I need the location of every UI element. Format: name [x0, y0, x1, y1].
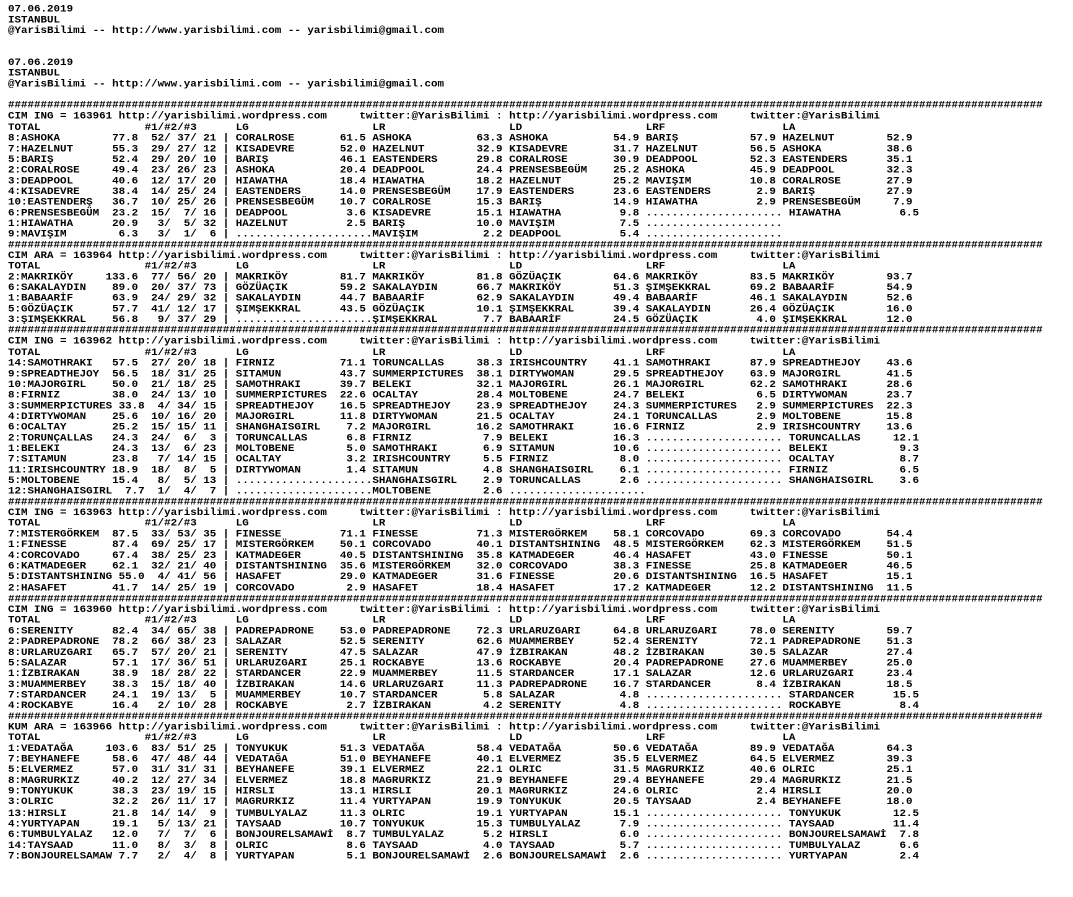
report-line: ############################################################################################################################################################### — [8, 325, 1043, 337]
report-line: @YarisBilimi -- http://www.yarisbilimi.com -- yarisbilimi@gmail.com — [8, 78, 444, 91]
report-line: 1:BELEKI 24.3 13/ 6/ 23 | MOLTOBENE 5.0 SAMOTHRAKI 6.9 SITAMUN 10.6 ..................... BELEKI 9.3 — [8, 443, 920, 455]
report-line: TOTAL #1/#2/#3 LG LR LD LRF LA — [8, 121, 796, 134]
report-line: 1:FINESSE 87.4 69/ 25/ 17 | MISTERGÖRKEM 50.1 CORCOVADO 40.1 DISTANTSHINING 48.5 MISTERGÖRKEM 62.3 MISTERGÖRKEM 51.5 — [8, 539, 913, 552]
report-line: 6:PRENSESBEGÜM 23.2 15/ 7/ 16 | DEADPOOL 3.6 KISADEVRE 15.1 HIAWATHA 9.8 ..................... HIAWATHA 6.5 — [8, 207, 920, 220]
report-line: CIM ING = 163960 http://yarisbilimi.wordpress.com twitter:@YarisBilimi : http://yarisbilimi.wordpress.com twitter:@YarisBilimi — [8, 603, 880, 616]
report-line: 1:HIAWATHA 20.9 3/ 5/ 32 | HAZELNUT 2.5 BARIŞ 10.0 MAVIŞIM 7.5 ..................... — [8, 218, 783, 230]
report-line: 9:SPREADTHEJOY 56.5 18/ 31/ 25 | SITAMUN 43.7 SUMMERPICTURES 38.1 DIRTYWOMAN 29.5 SPREADTHEJOY 63.9 MAJORGIRL 41.5 — [8, 368, 913, 380]
report-line: ############################################################################################################################################################### — [8, 100, 1043, 112]
report-line: ############################################################################################################################################################### — [8, 239, 1043, 252]
report-line: ISTANBUL — [8, 14, 61, 27]
report-line: 8:MAGRURKIZ 40.2 12/ 27/ 34 | ELVERMEZ 18.8 MAGRURKIZ 21.9 BEYHANEFE 29.4 BEYHANEFE 29.4 MAGRURKIZ 21.5 — [8, 775, 913, 788]
report-line: 10:MAJORGIRL 50.0 21/ 18/ 25 | SAMOTHRAKI 39.7 BELEKI 32.1 MAJORGIRL 26.1 MAJORGIRL 62.2 SAMOTHRAKI 28.6 — [8, 378, 913, 391]
report-line: 3:SUMMERPICTURES 33.8 4/ 34/ 15 | SPREADTHEJOY 16.5 SPREADTHEJOY 23.9 SPREADTHEJOY 24.3 SUMMERPICTURES 2.9 SUMMERPICTURES 22.3 — [8, 400, 913, 412]
report-line: ############################################################################################################################################################### — [8, 496, 1043, 509]
report-line: 6:OCALTAY 25.2 15/ 15/ 11 | SHANGHAISGIRL 7.2 MAJORGIRL 16.2 SAMOTHRAKI 16.6 FIRNIZ 2.9 IRISHCOUNTRY 13.6 — [8, 421, 913, 434]
report-line: 14:SAMOTHRAKI 57.5 27/ 20/ 18 | FIRNIZ 71.1 TORUNCALLAS 38.3 IRISHCOUNTRY 41.1 SAMOTHRAKI 87.9 SPREADTHEJOY 43.6 — [8, 357, 913, 370]
report-line: 6:SERENITY 82.4 34/ 65/ 38 | PADREPADRONE 53.0 PADREPADRONE 72.3 URLARUZGARI 64.8 URLARUZGARI 78.0 SERENITY 59.7 — [8, 625, 913, 638]
report-line: 6:SAKALAYDIN 89.0 20/ 37/ 73 | GÖZÜAÇIK 59.2 SAKALAYDIN 66.7 MAKRIKÖY 51.3 ŞIMŞEKKRAL 69.2 BABAARİF 54.9 — [8, 282, 913, 295]
report-line: CIM ING = 163961 http://yarisbilimi.wordpress.com twitter:@YarisBilimi : http://yarisbilimi.wordpress.com twitter:@YarisBilimi — [8, 111, 880, 123]
report-line: CIM ING = 163962 http://yarisbilimi.wordpress.com twitter:@YarisBilimi : http://yarisbilimi.wordpress.com twitter:@YarisBilimi — [8, 336, 880, 348]
report-line: TOTAL #1/#2/#3 LG LR LD LRF LA — [8, 261, 796, 273]
report-line: 7:MISTERGÖRKEM 87.5 33/ 53/ 35 | FINESSE 71.1 FINESSE 71.3 MISTERGÖRKEM 58.1 CORCOVADO 69.3 CORCOVADO 54.4 — [8, 528, 913, 541]
report-line: 7:SITAMUN 23.8 7/ 14/ 15 | OCALTAY 3.2 IRISHCOUNTRY 5.5 FIRNIZ 8.0 ..................... OCALTAY 8.7 — [8, 453, 920, 466]
report-line: 6:KATMADEGER 62.1 32/ 21/ 40 | DISTANTSHINING 35.6 MISTERGÖRKEM 32.0 CORCOVADO 38.3 FINESSE 25.8 KATMADEGER 46.5 — [8, 561, 913, 573]
report-line: 13:HIRSLI 21.8 14/ 14/ 9 | TUMBULYALAZ 11.3 OLRIC 19.1 YURTYAPAN 15.1 ..................... TONYUKUK 12.5 — [8, 807, 920, 820]
report-line: 7:STARDANCER 24.1 19/ 13/ 5 | MUAMMERBEY 10.7 STARDANCER 5.8 SALAZAR 4.8 ..................... STARDANCER 15.5 — [8, 689, 920, 702]
report-line: 5:SALAZAR 57.1 17/ 36/ 51 | URLARUZGARI 25.1 ROCKABYE 13.6 ROCKABYE 20.4 PADREPADRONE 27.6 MUAMMERBEY 25.0 — [8, 657, 913, 670]
report-line: 12:SHANGHAISGIRL 7.7 1/ 4/ 7 | .....................MOLTOBENE 2.6 ..................... — [8, 486, 646, 498]
report-line: 4:YURTYAPAN 19.1 5/ 13/ 21 | TAYSAAD 10.7 TONYUKUK 15.3 TUMBULYALAZ 7.9 ..................... TAYSAAD 11.4 — [8, 818, 920, 830]
report-line: 7:HAZELNUT 55.3 29/ 27/ 12 | KISADEVRE 52.0 HAZELNUT 32.9 KISADEVRE 31.7 HAZELNUT 56.5 ASHOKA 38.6 — [8, 143, 913, 155]
report-line: 9:TONYUKUK 38.3 23/ 19/ 15 | HIRSLI 13.1 HIRSLI 20.1 MAGRURKIZ 24.6 OLRIC 2.4 HIRSLI 20.0 — [8, 786, 913, 798]
report-line: 5:DISTANTSHINING 55.0 4/ 41/ 56 | HASAFET 29.0 KATMADEGER 31.6 FINESSE 20.6 DISTANTSHINING 16.5 HASAFET 15.1 — [8, 571, 913, 584]
report-line: TOTAL #1/#2/#3 LG LR LD LRF LA — [8, 732, 796, 745]
report-line: 4:ROCKABYE 16.4 2/ 10/ 28 | ROCKABYE 2.7 İZBIRAKAN 4.2 SERENITY 4.8 ..................... ROCKABYE 8.4 — [8, 700, 920, 713]
report-line: TOTAL #1/#2/#3 LG LR LD LRF LA — [8, 518, 796, 530]
report-line: 1:BABAARİF 63.9 24/ 29/ 32 | SAKALAYDIN 44.7 BABAARİF 62.9 SAKALAYDIN 49.4 BABAARİF 46.1 SAKALAYDIN 52.6 — [8, 293, 913, 305]
report-line: ISTANBUL — [8, 68, 61, 80]
report-line: CIM ING = 163963 http://yarisbilimi.wordpress.com twitter:@YarisBilimi : http://yarisbilimi.wordpress.com twitter:@YarisBilimi — [8, 507, 880, 520]
report-line: 5:BARIŞ 52.4 29/ 20/ 10 | BARIŞ 46.1 EASTENDERS 29.8 CORALROSE 30.9 DEADPOOL 52.3 EASTENDERS 35.1 — [8, 153, 913, 166]
report-line: 8:FIRNIZ 38.0 24/ 13/ 10 | SUMMERPICTURES 22.6 OCALTAY 28.4 MOLTOBENE 24.7 BELEKI 6.5 DIRTYWOMAN 23.7 — [8, 389, 913, 402]
report-line: 5:ELVERMEZ 57.0 31/ 31/ 31 | BEYHANEFE 39.1 ELVERMEZ 22.1 OLRIC 31.5 MAGRURKIZ 40.6 OLRIC 25.1 — [8, 764, 913, 777]
report-line: @YarisBilimi -- http://www.yarisbilimi.com -- yarisbilimi@gmail.com — [8, 25, 444, 37]
report-line: 4:DIRTYWOMAN 25.6 10/ 16/ 20 | MAJORGIRL 11.8 DIRTYWOMAN 21.5 OCALTAY 24.1 TORUNCALLAS 2.9 MOLTOBENE 15.8 — [8, 411, 913, 423]
report-line: 2:HASAFET 41.7 14/ 25/ 19 | CORCOVADO 2.9 HASAFET 18.4 HASAFET 17.2 KATMADEGER 12.2 DISTANTSHINING 11.5 — [8, 582, 913, 595]
report-line: 2:PADREPADRONE 78.2 66/ 38/ 23 | SALAZAR 52.5 SERENITY 62.6 MUAMMERBEY 52.4 SERENITY 72.1 PADREPADRONE 51.3 — [8, 636, 913, 648]
report-line: 7:BEYHANEFE 58.6 47/ 48/ 44 | VEDATAĞA 51.0 BEYHANEFE 40.1 ELVERMEZ 35.5 ELVERMEZ 64.5 ELVERMEZ 39.3 — [8, 753, 913, 766]
report-line: TOTAL #1/#2/#3 LG LR LD LRF LA — [8, 346, 796, 359]
report-line: 4:CORCOVADO 67.4 38/ 25/ 23 | KATMADEGER 40.5 DISTANTSHINING 35.8 KATMADEGER 46.4 HASAFET 43.0 FINESSE 50.1 — [8, 550, 913, 563]
report-line: TOTAL #1/#2/#3 LG LR LD LRF LA — [8, 614, 796, 627]
report-line: 8:URLARUZGARI 65.7 57/ 20/ 21 | SERENITY 47.5 SALAZAR 47.9 İZBIRAKAN 48.2 İZBIRAKAN 30.5 SALAZAR 27.4 — [8, 646, 913, 659]
report-line: 3:DEADPOOL 40.6 12/ 17/ 20 | HIAWATHA 18.4 HIAWATHA 18.2 HAZELNUT 25.2 MAVIŞIM 10.8 CORALROSE 27.9 — [8, 175, 913, 187]
report-line: 6:TUMBULYALAZ 12.0 7/ 7/ 6 | BONJOURELSAMAWİ 8.7 TUMBULYALAZ 5.2 HIRSLI 6.0 ..................... BONJOURELSAMAWİ 7.8 — [8, 828, 920, 841]
report-line: 1:VEDATAĞA 103.6 83/ 51/ 25 | TONYUKUK 51.3 VEDATAĞA 58.4 VEDATAĞA 50.6 VEDATAĞA 89.9 VEDATAĞA 64.3 — [8, 743, 913, 755]
report-line: 8:ASHOKA 77.8 52/ 37/ 21 | CORALROSE 61.5 ASHOKA 63.3 ASHOKA 54.9 BARIŞ 57.9 HAZELNUT 52.9 — [8, 132, 913, 145]
report-line: 3:ŞIMŞEKKRAL 56.8 9/ 37/ 29 | .....................ŞIMŞEKKRAL 7.7 BABAARİF 24.5 GÖZÜAÇIK 4.0 ŞIMŞEKKRAL 12.0 — [8, 314, 913, 327]
report-line: 4:KISADEVRE 38.4 14/ 25/ 24 | EASTENDERS 14.0 PRENSESBEGÜM 17.9 EASTENDERS 23.6 EASTENDERS 2.9 BARIŞ 27.9 — [8, 186, 913, 198]
report-line: 07.06.2019 — [8, 3, 74, 16]
report-line — [8, 37, 1073, 48]
report-line: 14:TAYSAAD 11.0 8/ 3/ 8 | OLRIC 8.6 TAYSAAD 4.0 TAYSAAD 5.7 ..................... TUMBULYALAZ 6.6 — [8, 839, 920, 852]
report-line: 5:MOLTOBENE 15.4 8/ 5/ 13 | .....................SHANGHAISGIRL 2.9 TORUNCALLAS 2.6 ..................... SHANGHAISGIRL 3.6 — [8, 475, 920, 488]
report-line: 2:MAKRIKÖY 133.6 77/ 56/ 20 | MAKRIKÖY 81.7 MAKRIKÖY 81.8 GÖZÜAÇIK 64.6 MAKRIKÖY 83.5 MAKRIKÖY 93.7 — [8, 271, 913, 284]
report-line: 9:MAVIŞIM 6.3 3/ 1/ 6 | .....................MAVIŞIM 2.2 DEADPOOL 5.4 ..................... — [8, 228, 783, 241]
report-line: 07.06.2019 — [8, 57, 74, 70]
report-line: ############################################################################################################################################################### — [8, 711, 1043, 723]
report-line: 5:GÖZÜAÇIK 57.7 41/ 12/ 17 | ŞIMŞEKKRAL 43.5 GÖZÜAÇIK 10.1 ŞIMŞEKKRAL 39.4 SAKALAYDIN 26.4 GÖZÜAÇIK 16.0 — [8, 303, 913, 316]
report-line: 2:CORALROSE 49.4 23/ 26/ 23 | ASHOKA 20.4 DEADPOOL 24.4 PRENSESBEGÜM 25.2 ASHOKA 45.9 DEADPOOL 32.3 — [8, 164, 913, 177]
report-line: 11:IRISHCOUNTRY 18.9 18/ 8/ 5 | DIRTYWOMAN 1.4 SITAMUN 4.8 SHANGHAISGIRL 6.1 ..................... FIRNIZ 6.5 — [8, 464, 920, 477]
report-line: KUM ARA = 163966 http://yarisbilimi.wordpress.com twitter:@YarisBilimi : http://yarisbilimi.wordpress.com twitter:@YarisBilimi — [8, 721, 880, 734]
report-line: CIM ARA = 163964 http://yarisbilimi.wordpress.com twitter:@YarisBilimi : http://yarisbilimi.wordpress.com twitter:@YarisBilimi — [8, 250, 880, 262]
report-line: ############################################################################################################################################################### — [8, 593, 1043, 605]
report-line: 2:TORUNÇALLAS 24.3 24/ 6/ 3 | TORUNCALLAS 6.8 FIRNIZ 7.9 BELEKI 16.3 ..................... TORUNCALLAS 12.1 — [8, 432, 920, 445]
report-line: 3:MUAMMERBEY 38.3 15/ 18/ 40 | İZBIRAKAN 14.6 URLARUZGARI 11.3 PADREPADRONE 16.7 STARDANCER 8.4 İZBIRAKAN 18.5 — [8, 678, 913, 691]
report-line: 3:OLRIC 32.2 26/ 11/ 17 | MAGRURKIZ 11.4 YURTYAPAN 19.9 TONYUKUK 20.5 TAYSAAD 2.4 BEYHANEFE 18.0 — [8, 796, 913, 809]
report-line: 10:EASTENDERŞ 36.7 10/ 25/ 26 | PRENSESBEGÜM 10.7 CORALROSE 15.3 BARIŞ 14.9 HIAWATHA 2.9 PRENSESBEGÜM 7.9 — [8, 196, 913, 209]
report-line: 1:İZBIRAKAN 38.9 18/ 28/ 22 | STARDANCER 22.9 MUAMMERBEY 11.5 STARDANCER 17.1 SALAZAR 12.6 URLARUZGARI 23.4 — [8, 668, 913, 680]
report-line — [8, 48, 1073, 59]
report-line: 7:BONJOURELSAMAW 7.7 2/ 4/ 8 | YURTYAPAN 5.1 BONJOURELSAMAWİ 2.6 BONJOURELSAMAWİ 2.6 ..................... YURTYAPAN 2.4 — [8, 850, 920, 863]
